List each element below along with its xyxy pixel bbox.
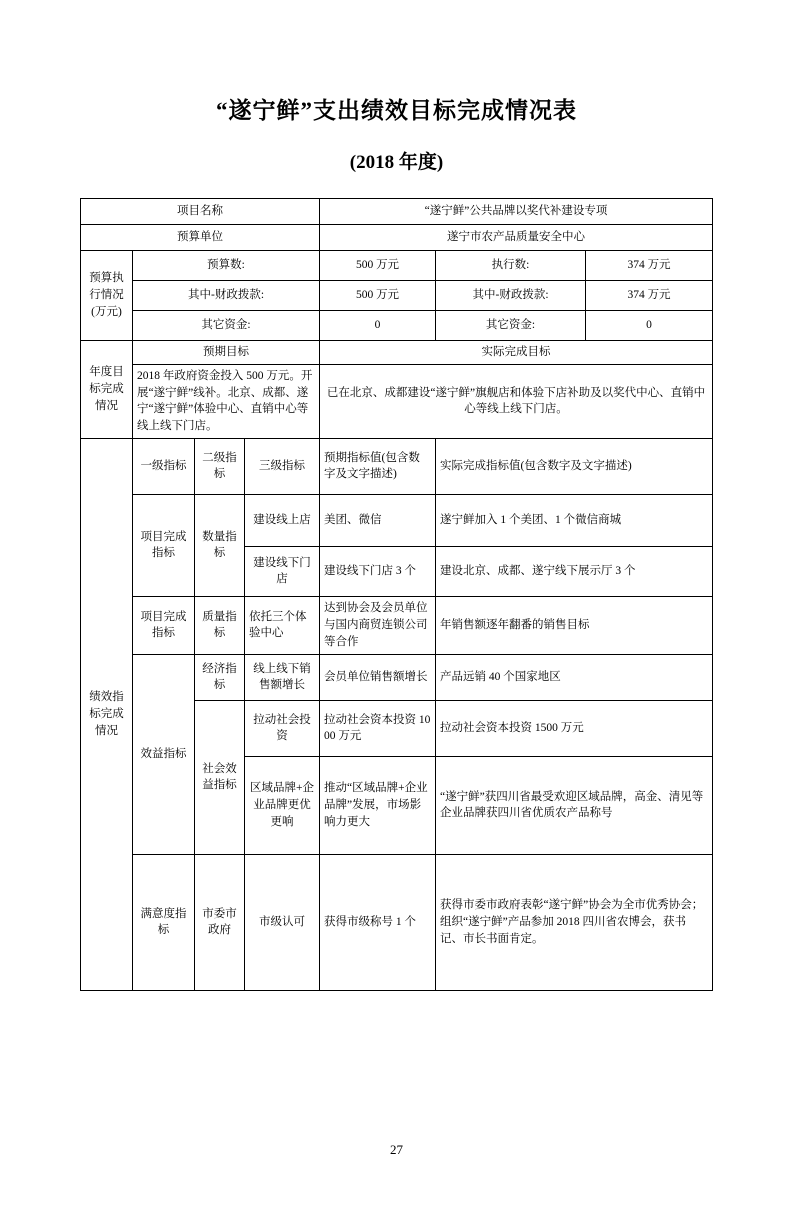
- budget-left-label-0: 预算数:: [133, 251, 320, 281]
- performance-goal-table: [80, 198, 713, 991]
- table-row: [81, 225, 713, 251]
- table-row: [81, 341, 713, 365]
- budget-unit-label: 预算单位: [81, 225, 320, 251]
- indicator-level2-0: 数量指标: [195, 494, 245, 596]
- table-row: [81, 199, 713, 225]
- indicator-header-level2: 二级指标: [195, 438, 245, 494]
- indicator-header-actual: 实际完成指标值(包含数字及文字描述): [436, 438, 713, 494]
- indicator-header-expected: 预期指标值(包含数字及文字描述): [320, 438, 436, 494]
- indicator-actual-0: 遂宁鲜加入 1 个美团、1 个微信商城: [436, 494, 713, 546]
- budget-left-value-2: 0: [320, 311, 436, 341]
- table-row: [81, 438, 713, 494]
- table-row: [81, 596, 713, 654]
- budget-left-value-1: 500 万元: [320, 281, 436, 311]
- indicator-actual-3: 产品远销 40 个国家地区: [436, 654, 713, 700]
- table-row: [81, 654, 713, 700]
- performance-indicator-label: 绩效指标完成情况: [81, 438, 133, 990]
- indicator-expected-4: 拉动社会资本投资 1000 万元: [320, 700, 436, 756]
- actual-goal-header: 实际完成目标: [320, 341, 713, 365]
- indicator-expected-0: 美团、微信: [320, 494, 436, 546]
- indicator-level3-3: 线上线下销售额增长: [245, 654, 320, 700]
- indicator-expected-6: 获得市级称号 1 个: [320, 854, 436, 990]
- table-row: [81, 251, 713, 281]
- indicator-level1-2: 项目完成指标: [133, 596, 195, 654]
- expected-goal-header: 预期目标: [133, 341, 320, 365]
- page-title: “遂宁鲜”支出绩效目标完成情况表: [216, 98, 577, 123]
- table-row: [81, 281, 713, 311]
- indicator-level3-0: 建设线上店: [245, 494, 320, 546]
- table-row: [81, 365, 713, 439]
- table-row: [81, 311, 713, 341]
- budget-left-label-1: 其中-财政拨款:: [133, 281, 320, 311]
- indicator-actual-5: “遂宁鲜”获四川省最受欢迎区域品牌，高金、清见等企业品牌获四川省优质农产品称号: [436, 756, 713, 854]
- indicator-level2-4: 社会效益指标: [195, 700, 245, 854]
- budget-exec-label: 预算执行情况(万元): [81, 251, 133, 341]
- budget-right-value-1: 374 万元: [586, 281, 713, 311]
- indicator-level2-6: 市委市政府: [195, 854, 245, 990]
- indicator-actual-4: 拉动社会资本投资 1500 万元: [436, 700, 713, 756]
- indicator-level1-4: 效益指标: [133, 654, 195, 854]
- indicator-expected-2: 达到协会及会员单位与国内商贸连锁公司等合作: [320, 596, 436, 654]
- budget-right-value-2: 0: [586, 311, 713, 341]
- indicator-expected-3: 会员单位销售额增长: [320, 654, 436, 700]
- project-name-label: 项目名称: [81, 199, 320, 225]
- document-page: [0, 92, 793, 1214]
- indicator-level1-6: 满意度指标: [133, 854, 195, 990]
- expected-goal-text: 2018 年政府资金投入 500 万元。开展“遂宁鲜”线补。北京、成都、遂宁“遂宁鲜”体验中心、直销中心等线上线下门店。: [133, 365, 320, 439]
- budget-left-label-2: 其它资金:: [133, 311, 320, 341]
- annual-goal-label: 年度目标完成情况: [81, 341, 133, 439]
- page-subtitle: (2018 年度): [349, 152, 444, 173]
- indicator-level2-2: 质量指标: [195, 596, 245, 654]
- actual-goal-text: 已在北京、成都建设“遂宁鲜”旗舰店和体验下店补助及以奖代中心、直销中心等线上线下门店。: [320, 365, 713, 439]
- budget-right-value-0: 374 万元: [586, 251, 713, 281]
- indicator-header-level3: 三级指标: [245, 438, 320, 494]
- budget-right-label-2: 其它资金:: [436, 311, 586, 341]
- indicator-level3-2: 依托三个体验中心: [245, 596, 320, 654]
- indicator-level3-6: 市级认可: [245, 854, 320, 990]
- indicator-header-level1: 一级指标: [133, 438, 195, 494]
- indicator-level3-4: 拉动社会投资: [245, 700, 320, 756]
- indicator-expected-5: 推动“区域品牌+企业品牌”发展，市场影响力更大: [320, 756, 436, 854]
- table-row: [81, 494, 713, 546]
- indicator-actual-1: 建设北京、成都、遂宁线下展示厅 3 个: [436, 546, 713, 596]
- indicator-level3-5: 区域品牌+企业品牌更优更响: [245, 756, 320, 854]
- budget-right-label-1: 其中-财政拨款:: [436, 281, 586, 311]
- project-name-value: “遂宁鲜”公共品牌以奖代补建设专项: [320, 199, 713, 225]
- indicator-actual-2: 年销售额逐年翻番的销售目标: [436, 596, 713, 654]
- indicator-expected-1: 建设线下门店 3 个: [320, 546, 436, 596]
- indicator-level1-0: 项目完成指标: [133, 494, 195, 596]
- budget-right-label-0: 执行数:: [436, 251, 586, 281]
- page-number: 27: [390, 1142, 403, 1157]
- budget-left-value-0: 500 万元: [320, 251, 436, 281]
- table-row: [81, 854, 713, 990]
- indicator-level2-3: 经济指标: [195, 654, 245, 700]
- budget-unit-value: 遂宁市农产品质量安全中心: [320, 225, 713, 251]
- indicator-actual-6: 获得市委市政府表彰“遂宁鲜”协会为全市优秀协会；组织“遂宁鲜”产品参加 2018 四川省农博会，获书记、市长书面肯定。: [436, 854, 713, 990]
- indicator-level3-1: 建设线下门店: [245, 546, 320, 596]
